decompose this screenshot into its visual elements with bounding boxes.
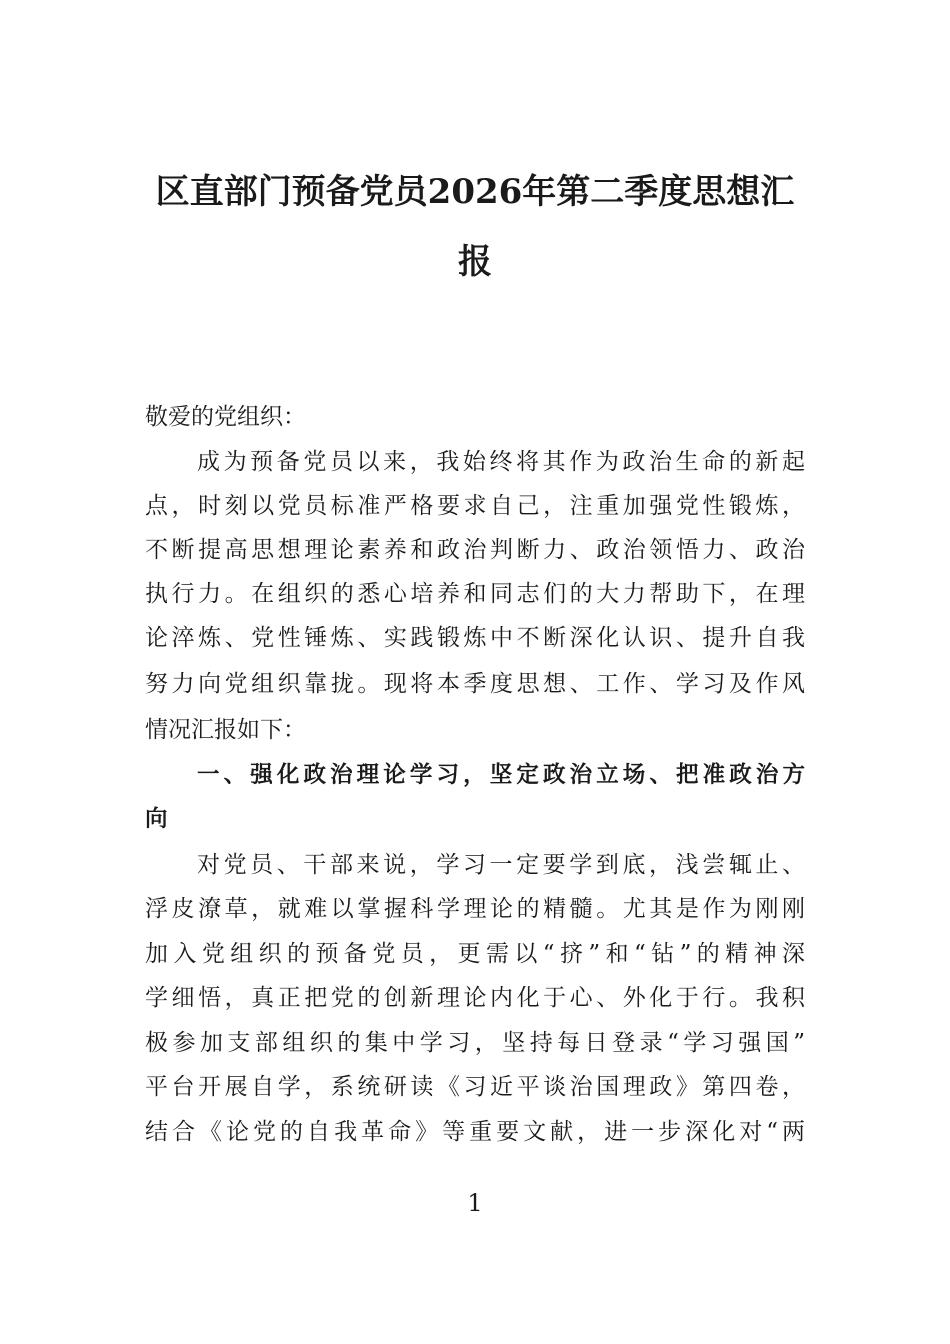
paragraph-2-line: 极参加支部组织的集中学习，坚持每日登录“学习强国” xyxy=(145,1030,805,1056)
paragraph-1-line: 点，时刻以党员标准严格要求自己，注重加强党性锻炼， xyxy=(145,493,805,519)
paragraph-1-line: 情况汇报如下： xyxy=(145,717,306,743)
document-title-line-2: 报 xyxy=(458,242,492,282)
paragraph-2-line: 对党员、干部来说，学习一定要学到底，浅尝辄止、 xyxy=(197,852,805,878)
paragraph-1-line: 论淬炼、党性锤炼、实践锻炼中不断深化认识、提升自我 xyxy=(145,625,805,651)
section-heading-1-line: 向 xyxy=(145,806,168,832)
paragraph-2-line: 加入党组织的预备党员，更需以“挤”和“钻”的精神深 xyxy=(145,941,805,967)
paragraph-1-line: 成为预备党员以来，我始终将其作为政治生命的新起 xyxy=(197,449,805,475)
paragraph-2-line: 浮皮潦草，就难以掌握科学理论的精髓。尤其是作为刚刚 xyxy=(145,896,805,922)
section-heading-1-line: 一、强化政治理论学习，坚定政治立场、把准政治方 xyxy=(197,762,805,788)
paragraph-1-line: 努力向党组织靠拢。现将本季度思想、工作、学习及作风 xyxy=(145,671,805,697)
paragraph-2-line: 平台开展自学，系统研读《习近平谈治国理政》第四卷， xyxy=(145,1074,805,1100)
document-title-line-1: 区直部门预备党员2026年第二季度思想汇 xyxy=(155,172,795,212)
paragraph-1-line: 不断提高思想理论素养和政治判断力、政治领悟力、政治 xyxy=(145,537,805,563)
paragraph-2-line: 结合《论党的自我革命》等重要文献，进一步深化对“两 xyxy=(145,1119,805,1145)
paragraph-1-line: 执行力。在组织的悉心培养和同志们的大力帮助下，在理 xyxy=(145,581,805,607)
paragraph-2-line: 学细悟，真正把党的创新理论内化于心、外化于行。我积 xyxy=(145,985,805,1011)
page-number: 1 xyxy=(467,1189,483,1217)
salutation: 敬爱的党组织： xyxy=(145,404,306,430)
